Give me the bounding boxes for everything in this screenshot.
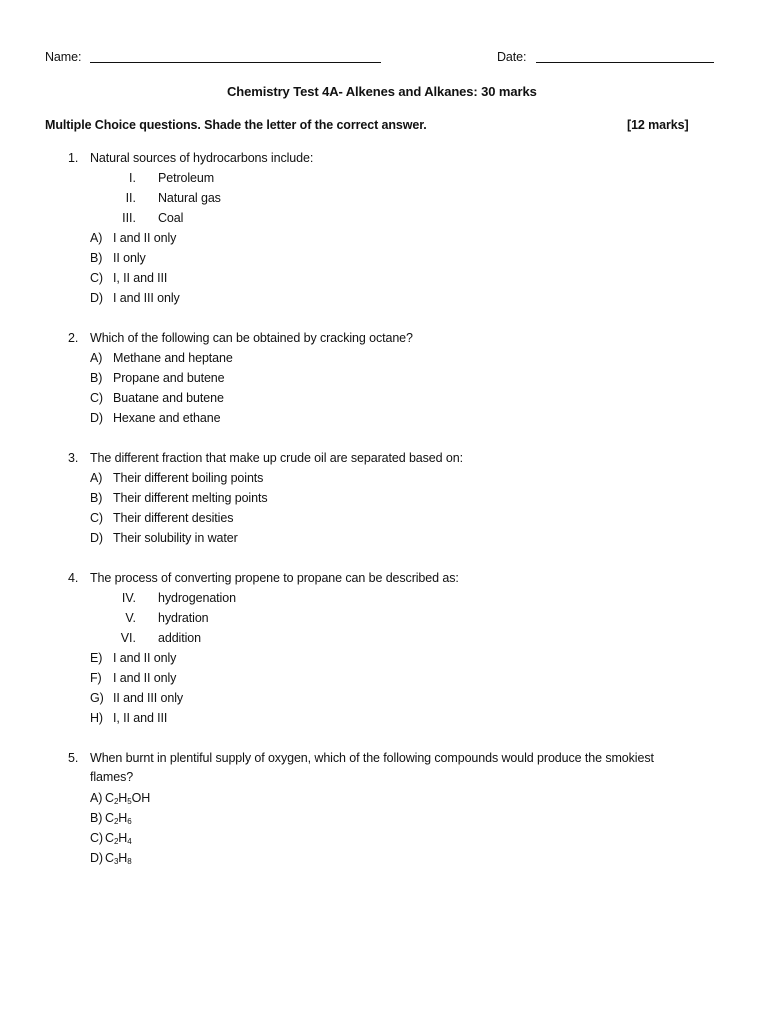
- option-letter[interactable]: A): [90, 471, 103, 485]
- question-text: Which of the following can be obtained by cracking octane?: [90, 331, 413, 345]
- formula-text: C: [105, 831, 114, 845]
- option-text: Buatane and butene: [113, 391, 224, 405]
- formula-subscript: 4: [127, 837, 132, 846]
- formula-subscript: 8: [127, 857, 132, 866]
- formula-text: H: [118, 851, 128, 865]
- option-letter[interactable]: G): [90, 691, 104, 705]
- formula-subscript: 2: [113, 837, 119, 846]
- question-text-line-1: When burnt in plentiful supply of oxygen, which of the following compounds would produce the smokiest: [90, 751, 654, 765]
- option-letter[interactable]: A): [90, 231, 103, 245]
- question-text: Natural sources of hydrocarbons include:: [90, 151, 314, 165]
- section-marks: [12 marks]: [627, 118, 689, 132]
- formula-subscript: 2: [113, 797, 119, 806]
- formula-subscript: 2: [113, 817, 119, 826]
- roman-item: hydrogenation: [158, 591, 236, 605]
- question-number: 1.: [68, 151, 79, 165]
- option-text: I, II and III: [113, 271, 168, 285]
- option-letter[interactable]: D): [90, 411, 103, 425]
- option-letter[interactable]: B): [90, 811, 103, 825]
- option-text: Hexane and ethane: [113, 411, 221, 425]
- roman-numeral: V.: [125, 611, 136, 625]
- formula-text: H: [118, 791, 128, 805]
- name-label: Name:: [45, 50, 82, 64]
- option-letter[interactable]: C): [90, 831, 103, 845]
- option-text: II and III only: [113, 691, 184, 705]
- formula-text: OH: [131, 791, 151, 805]
- option-letter[interactable]: B): [90, 371, 103, 385]
- formula-text: H: [118, 831, 128, 845]
- formula-text: C: [105, 851, 114, 865]
- name-field-line[interactable]: [90, 62, 381, 63]
- option-text: Their different boiling points: [113, 471, 264, 485]
- roman-numeral: II.: [125, 191, 136, 205]
- option-formula: [105, 850, 132, 866]
- question-text: The process of converting propene to propane can be described as:: [90, 571, 459, 585]
- option-letter[interactable]: D): [90, 291, 103, 305]
- option-letter[interactable]: F): [90, 671, 102, 685]
- date-field-line[interactable]: [536, 62, 714, 63]
- roman-item: Natural gas: [158, 191, 221, 205]
- question-text-line-2: flames?: [90, 770, 134, 784]
- question-number: 3.: [68, 451, 79, 465]
- option-letter[interactable]: A): [90, 791, 103, 805]
- roman-item: Coal: [158, 211, 184, 225]
- option-text: Their different melting points: [113, 491, 268, 505]
- formula-text: H: [118, 811, 128, 825]
- option-text: Methane and heptane: [113, 351, 233, 365]
- option-letter[interactable]: D): [90, 531, 103, 545]
- test-title: Chemistry Test 4A- Alkenes and Alkanes: 30 marks: [227, 84, 537, 99]
- option-text: Their different desities: [113, 511, 234, 525]
- option-text: I and II only: [113, 231, 177, 245]
- option-letter[interactable]: C): [90, 271, 103, 285]
- option-text: Propane and butene: [113, 371, 225, 385]
- option-text: Their solubility in water: [113, 531, 238, 545]
- option-letter[interactable]: C): [90, 391, 103, 405]
- option-text: I and III only: [113, 291, 180, 305]
- question-number: 4.: [68, 571, 79, 585]
- roman-item: Petroleum: [158, 171, 215, 185]
- option-letter[interactable]: H): [90, 711, 103, 725]
- roman-item: hydration: [158, 611, 209, 625]
- option-text: I and II only: [113, 651, 177, 665]
- question-number: 5.: [68, 751, 79, 765]
- formula-subscript: 5: [127, 797, 132, 806]
- roman-numeral: IV.: [121, 591, 136, 605]
- option-letter[interactable]: E): [90, 651, 103, 665]
- option-text: I, II and III: [113, 711, 168, 725]
- date-label: Date:: [497, 50, 527, 64]
- option-letter[interactable]: A): [90, 351, 103, 365]
- option-letter[interactable]: B): [90, 491, 103, 505]
- option-letter[interactable]: C): [90, 511, 103, 525]
- section-instruction: Multiple Choice questions. Shade the letter of the correct answer.: [45, 118, 427, 132]
- option-formula: [105, 830, 132, 846]
- question-number: 2.: [68, 331, 79, 345]
- roman-item: addition: [158, 631, 201, 645]
- roman-numeral: I.: [129, 171, 136, 185]
- option-formula: [105, 810, 132, 826]
- formula-text: C: [105, 791, 114, 805]
- option-text: II only: [113, 251, 146, 265]
- formula-text: C: [105, 811, 114, 825]
- roman-numeral: III.: [122, 211, 136, 225]
- question-text: The different fraction that make up crude oil are separated based on:: [90, 451, 463, 465]
- roman-numeral: VI.: [120, 631, 136, 645]
- formula-subscript: 3: [113, 857, 119, 866]
- option-text: I and II only: [113, 671, 177, 685]
- option-formula: [105, 790, 150, 806]
- option-letter[interactable]: D): [90, 851, 103, 865]
- option-letter[interactable]: B): [90, 251, 103, 265]
- formula-subscript: 6: [127, 817, 132, 826]
